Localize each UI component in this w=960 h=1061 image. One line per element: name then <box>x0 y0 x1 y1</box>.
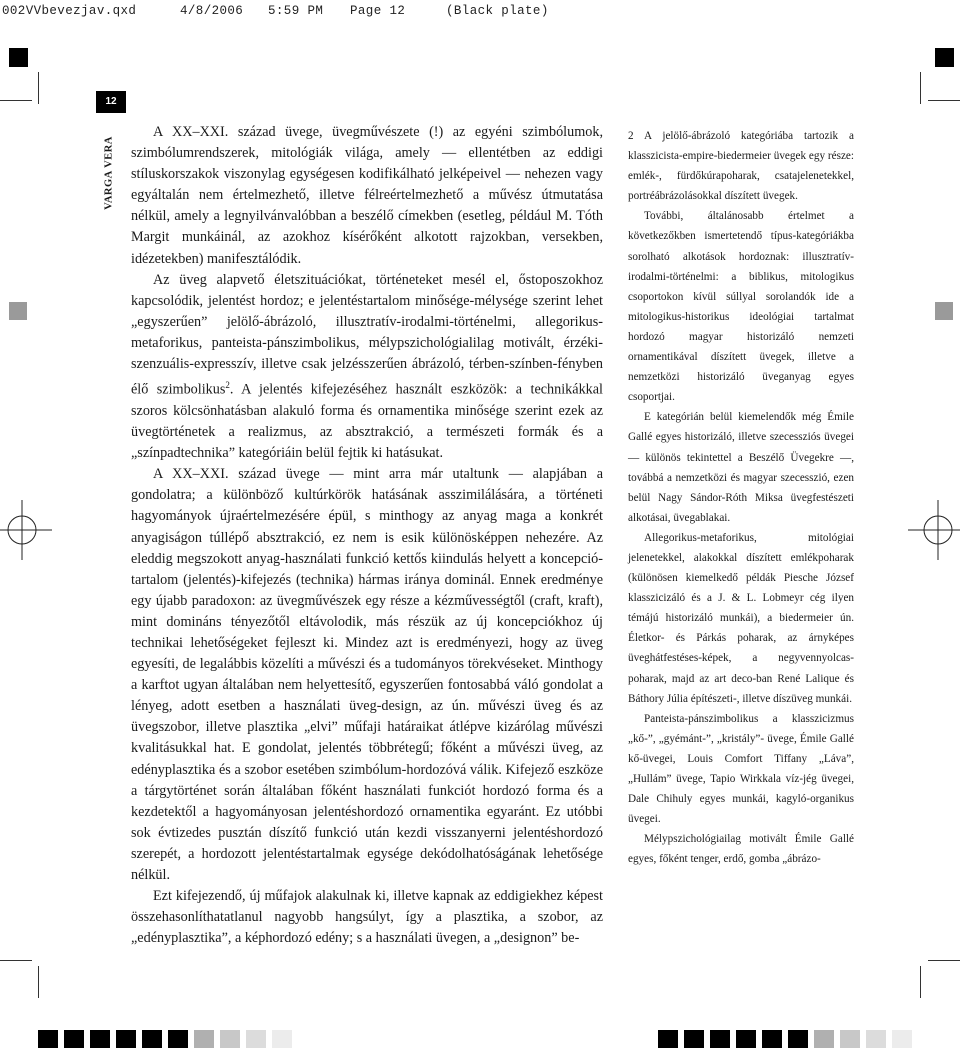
calibration-patch <box>220 1030 240 1048</box>
calibration-patch <box>116 1030 136 1048</box>
slug-date: 4/8/2006 <box>180 4 244 18</box>
registration-square-top-left <box>9 48 28 67</box>
footnote-paragraph <box>628 126 854 206</box>
slug-plate: (Black plate) <box>446 4 549 18</box>
paragraph-3: A XX–XXI. század üvege — mint arra már utaltunk — alapjában a gondolatra; a különböző kultúrkörök hatásának asszimilálására, a történeti hagyományok újraértelmezésére épül, s minthogy az anyag maga a konkrét anyagiságon túllépő absztrakció, ez nem is esik különösképpen nehezére. Az eleddig megszokott anyag-használati funkció kettős kiindulás helyett a koncepció-tartalom (jelentés)-kifejezés (technika) hármas iránya dominál. Ennek eredménye egy újabb paradoxon: az üvegművészek egy része a kézművességtől (craft, kraft), mint domináns tényezőtől eltávolodik, más részük az új koncepciókhoz új technikai lehetőségeket fejleszt ki. Mindez azt is eredményezi, hogy az üveg egyesíti, de legalábbis közelíti a művészi és a tudományos törekvéseket. Minthogy a karftot ugyan általában nem helyettesítő, egyszerűen fontosabbá váló gondolat a lényeg, adott esetben a használati üveg-design, az ún. művészi üveg és az üvegszobor, illetve plasztika „elvi” műfaji határaikat átlépve kizárólag művészi kvalitásukkal hat. E gondolat, jelentés többrétegű; főként a művészi üveg, az edényplasztika és a szobor esetében szimbólum-hordozóvá válik. Kifejező eszköze a tárgytörténet során általában főként használati funkciót hordozó forma és a kezdetektől a hagyományosan jelentéshordozó ornamentika egyaránt. Ez utóbbi sok évtizedes pusztán díszítő funkció után kezdi visszanyerni jelentéshordozó szerepét, a hordozott jelentéstartalmak egysége dekódolhatóságának lehetősége nélkül. <box>131 466 603 884</box>
calibration-patch <box>840 1030 860 1048</box>
slug-filename: 002VVbevezjav.qxd <box>2 4 137 18</box>
calibration-patch <box>658 1030 678 1048</box>
crop-line <box>928 960 960 961</box>
calibration-patch <box>38 1030 58 1048</box>
footnote-paragraph: További, általánosabb értelmet a következőkben ismertetendő típus-kategóriákba sorolható alkotások hordoznak: illusztratív-irodalmi-történelmi: a biblikus, mitologikus csoportokon kívül súllyal sorolandók ide a mitologikus-historikus ideológiai tartalmat hordozó magyar historizáló nemzeti ornamentikával díszített üvegek, illetve a nemzetközi historizáló üveganyag egyes csoportjai. <box>628 210 854 404</box>
footnote-ref: 2 <box>225 380 230 391</box>
footnote-column <box>628 126 854 869</box>
running-head <box>101 135 117 211</box>
calibration-patch <box>892 1030 912 1048</box>
footnote-paragraph: Mélypszichológiailag motivált Émile Gallé egyes, főként tenger, erdő, gomba „ábrázo- <box>628 833 854 866</box>
registration-target-left <box>0 500 52 560</box>
paragraph-2-cont: . A jelentés kifejezéséhez használt eszközök: a technikákkal szoros kölcsönhatásban alakuló forma és ornamentika minősége szerint ezek az üvegtörténetek a realizmus, az absztrakció, a természeti formák és a „színpadtechnika” kategóriáin belül fejtik ki hatásukat. <box>131 381 603 462</box>
calibration-patch <box>64 1030 84 1048</box>
calibration-patch <box>684 1030 704 1048</box>
paragraph-4: Ezt kifejezendő, új műfajok alakulnak ki, illetve kapnak az eddigiekhez képest összehasonlíthatatlanul nagyobb hangsúlyt, így a plasztika, a szobor, az „edényplasztika”, a képhordozó edény; s a használati üvegen, a „designon” be- <box>131 888 603 947</box>
crop-line <box>38 72 39 104</box>
calibration-patch <box>762 1030 782 1048</box>
crop-line <box>920 72 921 104</box>
paragraph-1: A XX–XXI. század üvege, üvegművészete (!) az egyéni szimbólumok, szimbólumrendszerek, mitológiák világa, amely — ellentétben az eddigi stíluskorszakok viszonylag egységesen kodifikálható jelképeivel — nehezen vagy egyáltalán nem értelmezhető, illetve félreértelmezhető a művész útmutatása nélkül, amely a legnyilvánvalóbban a beszélő címekben (esetleg, például M. Tóth Margit munkáinál, az azokhoz kísérőként alkotott rajzokban, versekben, idézetekben) manifesztálódik. <box>131 124 603 267</box>
footnote-number: 2 <box>628 130 634 142</box>
main-text-column <box>131 122 603 949</box>
calibration-patch <box>194 1030 214 1048</box>
calibration-patch <box>788 1030 808 1048</box>
paragraph-2 <box>131 270 603 465</box>
crop-line <box>928 100 960 101</box>
crop-line <box>0 960 32 961</box>
footnote-paragraph: Allegorikus-metaforikus, mitológiai jelenetekkel, alakokkal díszített emlékpoharak (különösen kiemelkedő példák Piesche József klasszicizáló és a J. & L. Lobmeyr cég ilyen témájú historizáló munkái), a biedermeier ún. Életkor- és Párkás poharak, az árnyképes üveghátfestéses-képek, a negyvennyolcas-poharak, majd az art deco-ban René Lalique és Báthory Júlia építészeti-, illetve díszüveg munkái. <box>628 531 854 705</box>
paragraph-2-text: Az üveg alapvető életszituációkat, történeteket mesél el, őstoposzokhoz kapcsolódik, jelentést hordoz; e jelentéstartalom minősége-mélysége szerint lehet „egyszerűen” jelölő-ábrázoló, illusztratív-irodalmi-történelmi, allegorikus-metaforikus, panteista-pánszimbolikus, mélypszichológialilag motivált, érzéki-szenzuális-expresszív, illetve csak jelzésszerűen ábrázoló, térben-színben-fényben élő szimbolikus <box>131 271 603 398</box>
slug-time: 5:59 PM <box>268 4 324 18</box>
slug-line <box>0 0 960 28</box>
footnote-paragraph: Panteista-pánszimbolikus a klasszicizmus „kő-”, „gyémánt-”, „kristály”- üvege, Émile Gallé kő-üvegei, Louis Comfort Tiffany „Láva”, „Hullám” üvege, Tapio Wirkkala víz-jég üvegei, Dale Chihuly egyes munkái, kagyló-organikus üvegei. <box>628 712 854 826</box>
footnote-paragraph: E kategórián belül kiemelendők még Émile Gallé egyes historizáló, illetve szecessziós üvegei — különös tekintettel a Beszélő Üvegekre —, továbbá a nemzetközi és magyar szecesszió, ezen belül Nagy Sándor-Róth Miksa üvegfestészeti alkotásai, üvegablakai. <box>628 411 854 524</box>
calibration-patch <box>710 1030 730 1048</box>
running-head-text: VARGA VERA <box>103 136 115 210</box>
calibration-patch <box>142 1030 162 1048</box>
calibration-patch <box>736 1030 756 1048</box>
page-number: 12 <box>96 91 126 113</box>
calibration-patch <box>814 1030 834 1048</box>
crop-line <box>0 100 32 101</box>
registration-square-top-right <box>935 48 954 67</box>
grey-patch-right <box>935 302 953 320</box>
slug-page: Page 12 <box>350 4 406 18</box>
calibration-patch <box>272 1030 292 1048</box>
registration-target-right <box>908 500 960 560</box>
crop-line <box>38 966 39 998</box>
calibration-patch <box>246 1030 266 1048</box>
calibration-patch <box>90 1030 110 1048</box>
calibration-patch <box>168 1030 188 1048</box>
grey-patch-left <box>9 302 27 320</box>
footnote-text: A jelölő-ábrázoló kategóriába tartozik a klasszicista-empire-biedermeier üvegek egy része: emlék-, fürdőkúrapoharak, csatajelenetekkel, portréábrázolásokkal díszített üvegek. <box>628 130 854 203</box>
crop-line <box>920 966 921 998</box>
calibration-patch <box>866 1030 886 1048</box>
